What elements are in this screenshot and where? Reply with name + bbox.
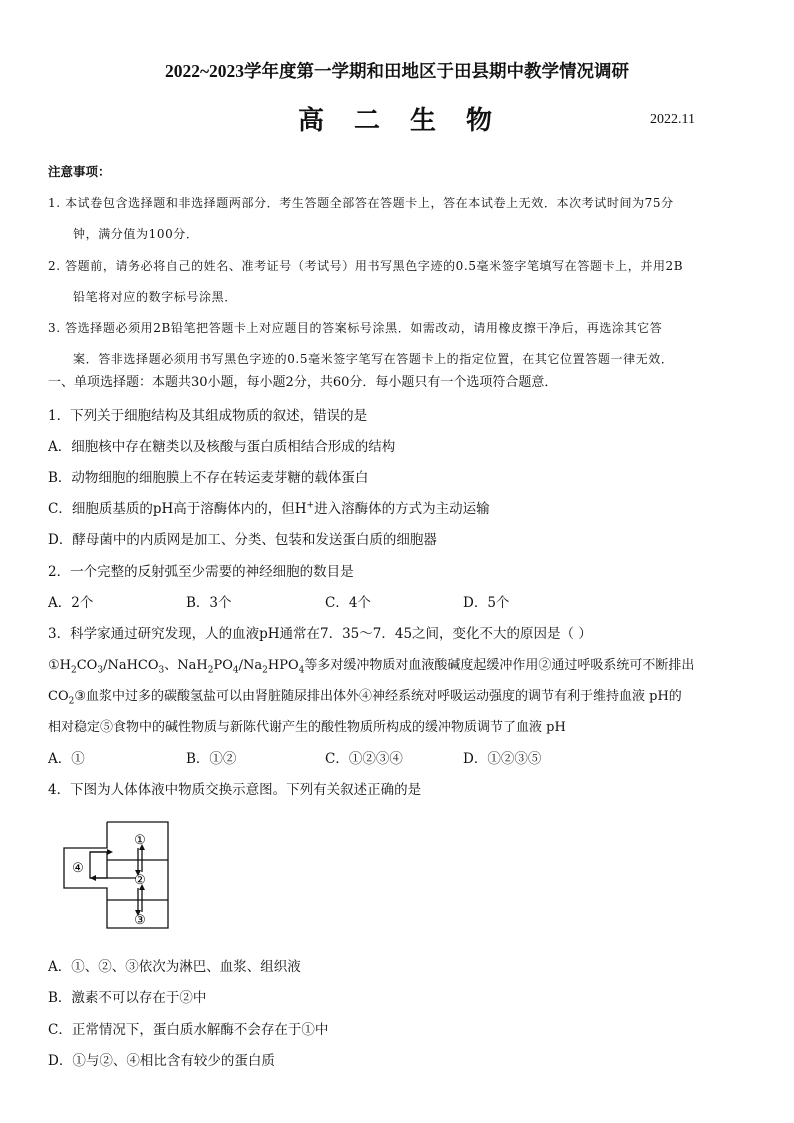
diagram-label-2: ② bbox=[134, 873, 146, 888]
exam-title: 2022~2023学年度第一学期和田地区于田县期中教学情况调研 bbox=[164, 61, 630, 81]
q4-stem: 4．下图为人体体液中物质交换示意图。下列有关叙述正确的是 bbox=[48, 782, 422, 798]
q3-statement-line2 bbox=[48, 688, 682, 706]
q4-option-d: D．①与②、④相比含有较少的蛋白质 bbox=[48, 1053, 275, 1069]
q3-l2-text: CO bbox=[48, 689, 69, 704]
notice-item-3-line2: 案．答非选择题必须用书写黑色字迹的0.5毫米签字笔写在答题卡上的指定位置，在其它位置答题一律无效． bbox=[73, 352, 674, 366]
q1-stem: 1．下列关于细胞结构及其组成物质的叙述，错误的是 bbox=[48, 408, 368, 424]
section-heading: 一、单项选择题：本题共30小题，每小题2分，共60分．每小题只有一个选项符合题意． bbox=[48, 375, 558, 390]
q3-statement-line1 bbox=[48, 657, 694, 675]
notice-item-2-line2: 铅笔将对应的数字标号涂黑． bbox=[73, 290, 237, 304]
q1-option-c-text: C．细胞质基质的pH高于溶酶体内的，但H bbox=[48, 501, 307, 517]
q2-option-d: D．5个 bbox=[463, 595, 510, 611]
diagram-arrowhead bbox=[107, 849, 113, 855]
q3-option-a: A．① bbox=[48, 751, 85, 767]
diagram-label-3: ③ bbox=[134, 913, 146, 928]
q2-option-b: B．3个 bbox=[186, 595, 232, 611]
q2-stem: 2．一个完整的反射弧至少需要的神经细胞的数目是 bbox=[48, 564, 354, 580]
q3-option-d: D．①②③⑤ bbox=[463, 751, 542, 767]
q1-option-c-text-end: 进入溶酶体的方式为主动运输 bbox=[314, 501, 490, 517]
q4-option-c: C．正常情况下，蛋白质水解酶不会存在于①中 bbox=[48, 1022, 329, 1038]
q3-l1-text: HPO bbox=[267, 658, 299, 673]
q3-l1-sub: 3 bbox=[97, 665, 104, 676]
diagram-inner-box bbox=[90, 852, 107, 878]
q3-l1-text: ①H bbox=[48, 658, 71, 673]
q3-l1-text: /NaHCO bbox=[103, 658, 159, 673]
notice-item-1-line1: 1. 本试卷包含选择题和非选择题两部分．考生答题全部答在答题卡上，答在本试卷上无效．本次考试时间为75分 bbox=[48, 196, 674, 210]
q3-l1-sub: 4 bbox=[298, 665, 305, 676]
q3-l2-text: ③血浆中过多的碳酸氢盐可以由肾脏随尿排出体外④神经系统对呼吸运动强度的调节有利于维持血液 pH的 bbox=[74, 689, 682, 704]
q1-option-b: B．动物细胞的细胞膜上不存在转运麦芽糖的载体蛋白 bbox=[48, 470, 369, 486]
subject-heading: 高二生物 bbox=[298, 106, 523, 136]
q3-l1-text: 、NaH bbox=[164, 658, 208, 673]
q3-option-b: B．①② bbox=[186, 751, 237, 767]
q2-option-a: A．2个 bbox=[48, 595, 94, 611]
notice-item-2-line1: 2. 答题前，请务必将自己的姓名、准考证号（考试号）用书写黑色字迹的0.5毫米签字笔填写在答题卡上，并用2B bbox=[48, 259, 684, 273]
q3-l1-sub: 2 bbox=[262, 665, 268, 676]
diagram-label-1: ① bbox=[134, 833, 146, 848]
q1-option-c bbox=[48, 500, 490, 518]
diagram-arrowhead bbox=[90, 875, 96, 881]
q3-l2-sub: 2 bbox=[68, 696, 75, 707]
q3-l1-text: 等多对缓冲物质对血液酸碱度起缓冲作用②通过呼吸系统可不断排出 bbox=[304, 658, 695, 673]
notice-item-1-line2: 钟，满分值为100分． bbox=[73, 227, 199, 241]
q4-option-a: A．①、②、③依次为淋巴、血浆、组织液 bbox=[48, 959, 301, 975]
q3-option-c: C．①②③④ bbox=[325, 751, 403, 767]
q1-option-c-sup: + bbox=[306, 500, 315, 511]
body-fluid-diagram bbox=[60, 820, 172, 930]
q3-l1-sub: 3 bbox=[158, 665, 165, 676]
q4-option-b: B．激素不可以存在于②中 bbox=[48, 990, 207, 1006]
q1-option-a: A．细胞核中存在糖类以及核酸与蛋白质相结合形成的结构 bbox=[48, 439, 396, 455]
exam-date: 2022.11 bbox=[650, 112, 695, 127]
q1-option-d: D．酵母菌中的内质网是加工、分类、包装和发送蛋白质的细胞器 bbox=[48, 532, 437, 548]
q3-l1-sub: 4 bbox=[232, 665, 239, 676]
q3-statement-line3: 相对稳定⑤食物中的碱性物质与新陈代谢产生的酸性物质所构成的缓冲物质调节了血液 pH bbox=[48, 720, 566, 735]
q3-l1-sub: 2 bbox=[71, 665, 77, 676]
q3-l1-text: /Na bbox=[238, 658, 263, 673]
q2-option-c: C．4个 bbox=[325, 595, 371, 611]
q3-l1-text: CO bbox=[76, 658, 98, 673]
q3-l1-text: PO bbox=[213, 658, 233, 673]
notice-heading: 注意事项： bbox=[48, 164, 111, 179]
diagram-label-4: ④ bbox=[72, 861, 84, 876]
q3-stem: 3．科学家通过研究发现，人的血液pH通常在7．35～7．45之间，变化不大的原因是（ ） bbox=[48, 626, 592, 642]
q3-l1-sub: 2 bbox=[207, 665, 214, 676]
notice-item-3-line1: 3. 答选择题必须用2B铅笔把答题卡上对应题目的答案标号涂黑．如需改动，请用橡皮擦干净后，再选涂其它答 bbox=[48, 321, 663, 335]
